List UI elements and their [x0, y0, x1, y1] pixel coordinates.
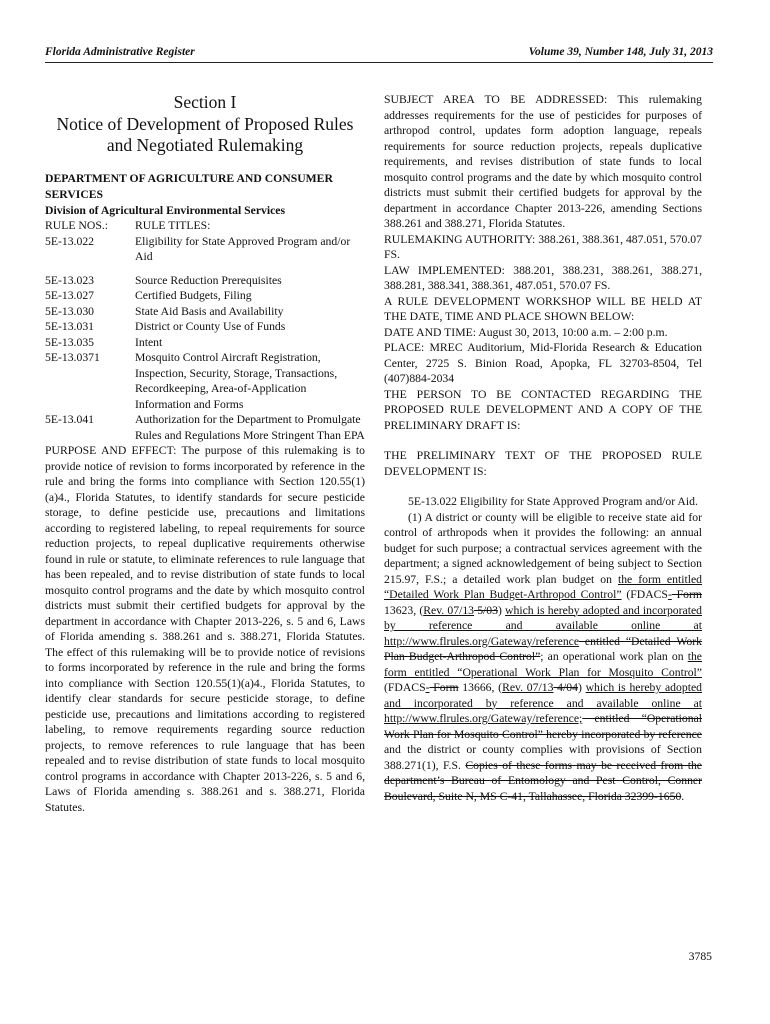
rule-row: [45, 265, 365, 289]
rule-row: [45, 304, 365, 320]
rule-number: 5E-13.030: [45, 304, 95, 318]
text-run: .: [681, 789, 685, 803]
inserted-text: which is hereby adopted and incorporated by reference and available online at http://www.flrules.org/Gateway/reference;: [384, 681, 702, 725]
text-run: ): [577, 681, 586, 694]
rule-row: [45, 335, 365, 351]
deleted-text: Form: [429, 681, 459, 694]
deleted-text: Form: [671, 588, 702, 601]
rule-row: [45, 412, 365, 443]
rules-table: [45, 218, 365, 443]
text-run: ; an operational work plan on: [540, 650, 688, 663]
deleted-text: 5/03: [474, 603, 498, 617]
rulemaking-authority: RULEMAKING AUTHORITY: 388.261, 388.361, 487.051, 570.07 FS.: [384, 232, 702, 261]
department-name: DEPARTMENT OF AGRICULTURE AND CONSUMER SERVICES: [45, 171, 333, 201]
deleted-text: entitled “Operational Work Plan for Mosquito Control” hereby incorporated by reference: [384, 712, 702, 741]
rule-title: District or County Use of Funds: [135, 320, 286, 333]
text-run: (FDACS: [621, 588, 668, 601]
rule-row: [45, 319, 365, 335]
division-name: Division of Agricultural Environmental Services: [45, 203, 286, 217]
text-run: ): [497, 603, 506, 617]
rule-number: 5E-13.022: [45, 234, 95, 248]
rule-title: Intent: [135, 335, 163, 349]
text-run: (FDACS: [384, 681, 426, 694]
inserted-text: which is hereby adopted and incorporated by reference and available online at http://www.flrules.org/Gateway/reference: [384, 603, 702, 648]
rule-row: [45, 350, 365, 412]
rule-row: [45, 288, 365, 304]
rule-paragraph-1: [384, 510, 702, 805]
rules-table-header: [45, 218, 365, 234]
section-title-line1: Section I: [173, 92, 237, 112]
rule-number: 5E-13.027: [45, 289, 95, 302]
volume-info: Volume 39, Number 148, July 31, 2013: [528, 46, 713, 58]
rule-title: Eligibility for State Approved Program and/or Aid: [135, 234, 351, 263]
section-title-line3: and Negotiated Rulemaking: [106, 135, 304, 155]
deleted-text: entitled “Detailed Work Plan Budget-Arthropod Control”: [384, 634, 702, 663]
text-run: 13666, (: [458, 681, 503, 694]
rule-title: Certified Budgets, Filing: [135, 289, 252, 302]
inserted-text: Rev. 07/13: [502, 681, 554, 694]
rule-number: 5E-13.0371: [45, 351, 100, 364]
text-run: and the district or county complies with provisions of Section 388.271(1), F.S.: [384, 743, 702, 772]
rule-number: 5E-13.041: [45, 413, 95, 426]
workshop-notice: A RULE DEVELOPMENT WORKSHOP WILL BE HELD AT THE DATE, TIME AND PLACE SHOWN BELOW:: [384, 294, 702, 323]
law-implemented: LAW IMPLEMENTED: 388.201, 388.231, 388.261, 388.271, 388.281, 388.341, 388.361, 487.051, 570.07 FS.: [384, 263, 702, 292]
header-divider: [45, 62, 713, 63]
preliminary-text-heading: THE PRELIMINARY TEXT OF THE PROPOSED RULE DEVELOPMENT IS:: [384, 449, 702, 478]
rule-row: [45, 234, 365, 265]
rule-title: Source Reduction Prerequisites: [135, 273, 282, 287]
inserted-text: the form entitled “Operational Work Plan for Mosquito Control”: [384, 650, 702, 679]
deleted-text: Copies of these forms may be received from the department’s Bureau of Entomology and Pest Control, Conner Boulevard, Suite N, MS C-41, Tallahassee, Florida 32399-1650: [384, 758, 702, 803]
rule-heading: 5E-13.022 Eligibility for State Approved Program and/or Aid.: [408, 495, 698, 508]
workshop-place: PLACE: MREC Auditorium, Mid-Florida Research & Education Center, 2725 S. Binion Road, Apopka, FL 32703-8504, Tel (407)884-2034: [384, 341, 702, 385]
journal-name: Florida Administrative Register: [45, 46, 195, 58]
deleted-text: 4/04: [553, 681, 578, 694]
rule-number: 5E-13.023: [45, 273, 95, 287]
inserted-text: the form entitled “Detailed Work Plan Budget-Arthropod Control”: [384, 572, 702, 601]
contact-person: THE PERSON TO BE CONTACTED REGARDING THE PROPOSED RULE DEVELOPMENT AND A COPY OF THE PRELIMINARY DRAFT IS:: [384, 387, 702, 432]
rule-title: State Aid Basis and Availability: [135, 304, 284, 318]
rule-nos-label: RULE NOS.:: [45, 219, 108, 232]
inserted-text: -: [425, 681, 430, 694]
rule-number: 5E-13.035: [45, 335, 95, 349]
text-run: 13623, (: [384, 603, 424, 617]
right-column: [384, 92, 702, 804]
inserted-text: Rev. 07/13: [423, 603, 475, 617]
spacer: [384, 479, 702, 494]
rule-titles-label: RULE TITLES:: [135, 219, 211, 232]
spacer: [384, 433, 702, 448]
page-number: 3785: [688, 950, 712, 963]
section-title: [45, 92, 365, 157]
rule-title: Mosquito Control Aircraft Registration, Inspection, Security, Storage, Transactions, Recordkeeping, Area-of-Application Information and Forms: [135, 351, 338, 411]
text-run: (1) A district or county will be eligible to receive state aid for control of arthropods when it provides the following: an annual budget for such purpose; a contractual services agreement with the department; a signed acknowledgement of being subject to Section 215.97, F.S.; a detailed work plan budget on: [384, 510, 702, 586]
subject-area: SUBJECT AREA TO BE ADDRESSED: This rulemaking addresses requirements for the use of pesticides for purposes of arthropod control, updates form adoption language, repeals requirements for source reduction projects, repeals duplicative requirements, and revises distribution of state funds to local mosquito control programs and the date by which mosquito control districts must submit their certified budgets for approval by the department in accordance Chapter 2013-226, amending Sections 388.261 and 388.271, Florida Statutes.: [384, 93, 702, 230]
workshop-date-time: DATE AND TIME: August 30, 2013, 10:00 a.m. – 2:00 p.m.: [384, 325, 668, 339]
inserted-text: -: [667, 588, 672, 601]
rule-title: Authorization for the Department to Promulgate Rules and Regulations More Stringent Than EPA: [135, 413, 365, 442]
purpose-and-effect: PURPOSE AND EFFECT: The purpose of this rulemaking is to provide notice of revision to forms incorporated by reference in the rule and bring the forms into compliance with Section 120.55(1)(a)4., Florida Statutes, to identify standards for secure pesticide storage, to define pesticide use, precautions and limitations according to registered labeling, to repeal requirements for source reduction projects, to repeal duplicative requirements otherwise found in rule or statute, to eliminate references to rule language that has been repealed, and to revise distribution of state funds to local mosquito control programs and the date by which mosquito control districts must submit their certified budgets for approval by the department in accordance with Chapter 2013-226, s. 5 and 6, Laws of Florida amending s. 388.261 and s. 388.271, Florida Statutes. The effect of this rulemaking will be to provide notice of revisions to forms incorporated by reference in the rule and bring the forms into compliance with Section 120.55(1)(a)4., Florida Statutes, to identify clear standards for secure pesticide storage, to define pesticide use, precautions and limitations according to registered labeling, to remove requirements regarding source reduction projects, to remove references to rule language that has been repealed and to revise distribution of state funds to local mosquito control programs in accordance with Chapter 2013-226, s. 5 and 6, Laws of Florida amending s. 388.261 and s. 388.271, Florida Statutes.: [45, 444, 365, 814]
left-column: [45, 92, 365, 815]
rule-number: 5E-13.031: [45, 320, 95, 333]
section-title-line2: Notice of Development of Proposed Rules: [56, 113, 354, 134]
